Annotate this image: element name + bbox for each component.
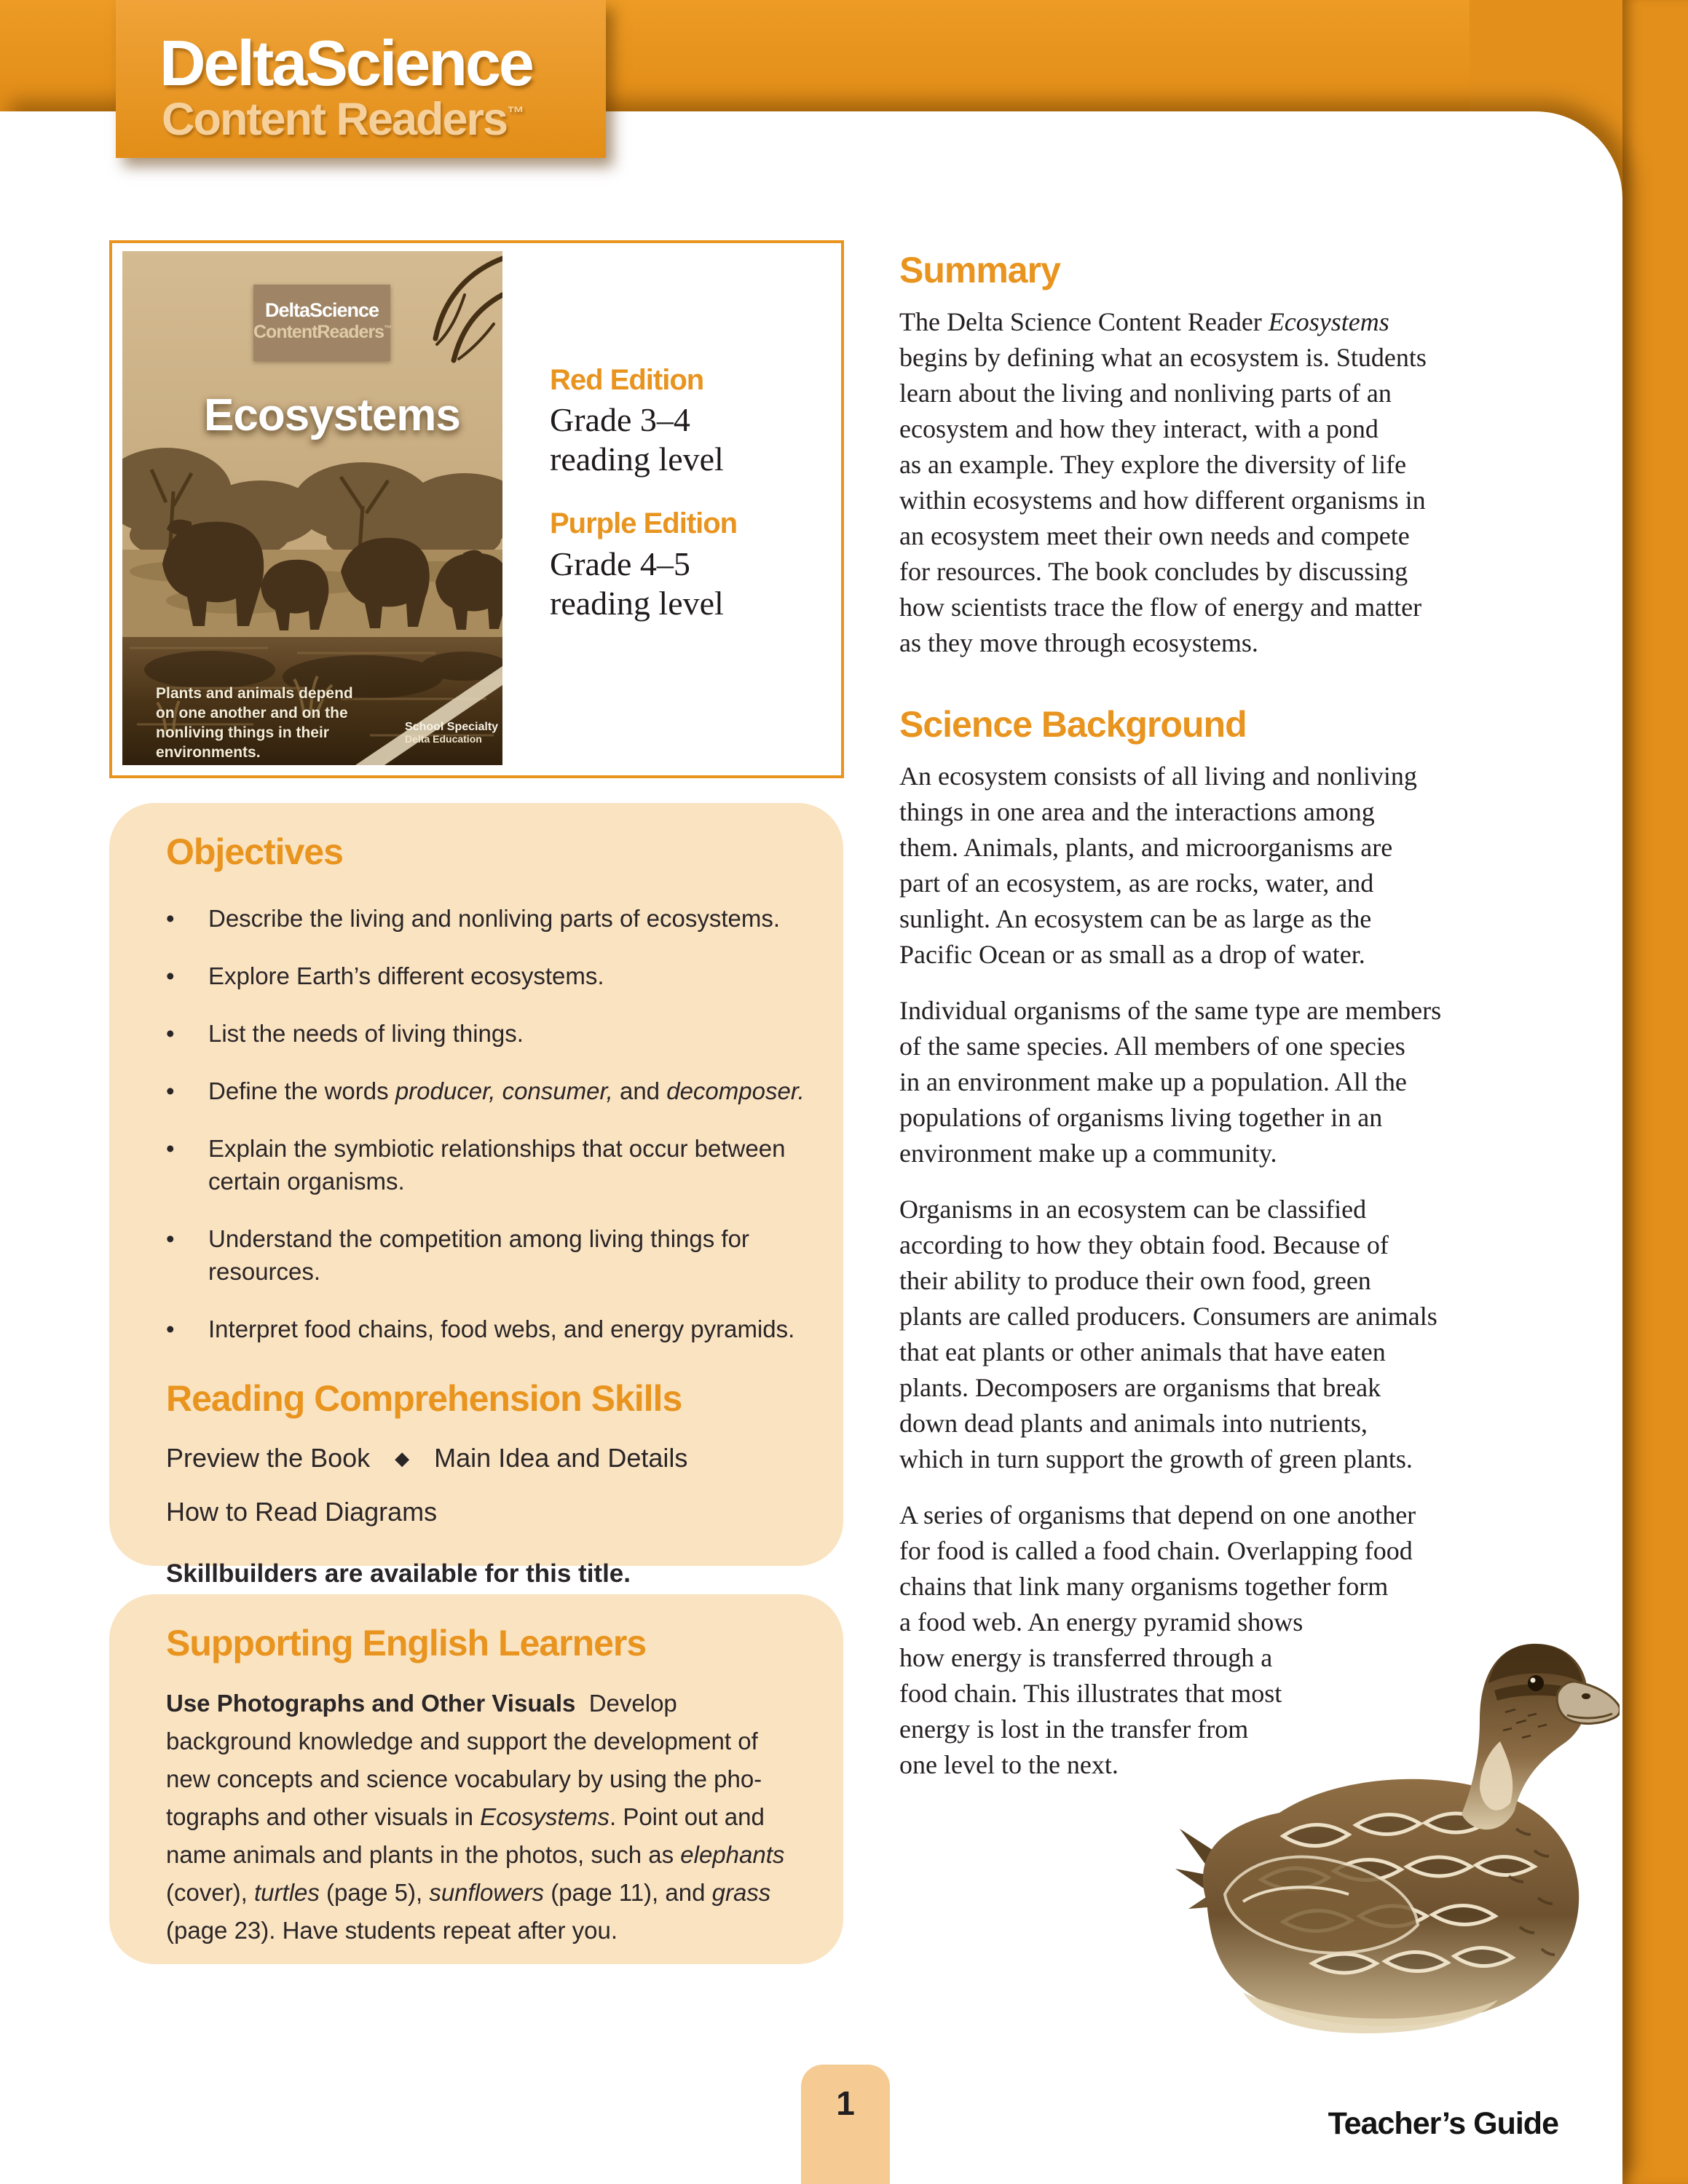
- publisher-imprint: Delta Education: [405, 733, 482, 745]
- science-paragraph: Organisms in an ecosystem can be classified according to how they obtain food. Because of their ability to produce their own food, green plants are called producers. Consumers are animals that eat plants or other animals that have eaten plants. Decomposers are organisms that break down dead plants and animals into nutrients, which in turn support the growth of green plants.: [899, 1195, 1437, 1473]
- trademark-symbol: ™: [384, 324, 392, 333]
- cover-brand-line1: DeltaScience: [264, 299, 379, 321]
- objectives-list: [166, 902, 805, 1345]
- english-learners-heading: Supporting English Learners: [166, 1623, 647, 1663]
- diamond-icon: ◆: [395, 1447, 410, 1469]
- summary-heading: Summary: [899, 250, 1060, 290]
- brand-title: DeltaScience: [159, 27, 532, 99]
- bullet-icon: •: [166, 1315, 175, 1342]
- bullet-icon: •: [166, 1077, 175, 1104]
- edition-purple-label: Purple Edition: [550, 507, 738, 539]
- objectives-heading: Objectives: [166, 831, 343, 872]
- publisher-logo: [405, 721, 498, 745]
- science-paragraph: Individual organisms of the same type are members of the same species. All members of one species in an environment make up a population. All the populations of organisms living together in an environment make up a community.: [899, 996, 1442, 1168]
- skillbuilders-note: Skillbuilders are available for this title.: [166, 1559, 631, 1588]
- objective-item: • Define the words producer, consumer, and decomposer.: [166, 1075, 802, 1107]
- skill-row: How to Read Diagrams: [166, 1497, 438, 1527]
- edition-purple-level: reading level: [550, 585, 724, 622]
- bullet-icon: •: [166, 905, 175, 932]
- duck-image: [1174, 1588, 1620, 2038]
- brand-subtitle: Content Readers™: [162, 94, 524, 145]
- teachers-guide-label: Teacher’s Guide: [1328, 2106, 1558, 2141]
- edition-red-level: reading level: [550, 440, 724, 478]
- science-paragraph: a food web. An energy pyramid shows how energy is transferred through a food chain. This illustrates that most energy is lost in the transfer from one level to the next.: [899, 1607, 1304, 1779]
- objective-item: • Explore Earth’s different ecosystems.: [166, 960, 802, 992]
- science-paragraph: An ecosystem consists of all living and nonliving things in one area and the interactions among them. Animals, plants, and microorganisms are part of an ecosystem, as are rocks, water, and sunlight. An ecosystem can be as large as the Pacific Ocean or as small as a drop of water.: [899, 761, 1417, 969]
- objective-item: • List the needs of living things.: [166, 1017, 802, 1050]
- edition-red-label: Red Edition: [550, 364, 704, 396]
- trademark-symbol: ™: [507, 103, 524, 123]
- summary-body: The Delta Science Content Reader Ecosystems begins by defining what an ecosystem is. Students learn about the living and nonliving parts of an ecosystem and how they interact, with a pond as an example. They explore the diversity of life within ecosystems and how different organisms in an ecosystem meet their own needs and compete for resources. The book concludes by discussing how scientists trace the flow of energy and matter as they move through ecosystems.: [899, 307, 1427, 657]
- bullet-icon: •: [166, 1225, 175, 1252]
- english-learners-box: [109, 1594, 843, 1964]
- science-background-heading: Science Background: [899, 704, 1247, 745]
- bullet-icon: •: [166, 1020, 175, 1047]
- english-learners-body: Use Photographs and Other Visuals Develop background knowledge and support the development of new concepts and science vocabulary by using the pho- tographs and other visuals in Ecosystems. Point out and name animals and plants in the photos, such as elephants (cover), turtles (page 5), sunflowers (page 11), and grass (page 23). Have students repeat after you.: [166, 1690, 785, 1944]
- page-number: 1: [836, 2084, 855, 2122]
- objective-item: • Describe the living and nonliving parts of ecosystems.: [166, 902, 802, 935]
- science-paragraph: A series of organisms that depend on one another for food is called a food chain. Overlapping food chains that link many organisms together form: [899, 1500, 1416, 1601]
- brand-logo: [116, 0, 606, 158]
- right-strip: [1622, 0, 1688, 2184]
- cover-title: Ecosystems: [204, 390, 460, 440]
- page-number-tab: [801, 2065, 890, 2184]
- skill-row: Preview the Book ◆ Main Idea and Details: [166, 1443, 688, 1473]
- cover-brand-line2: ContentReaders™: [253, 322, 392, 342]
- cover-photo: [122, 251, 502, 765]
- bullet-icon: •: [166, 1135, 175, 1162]
- objective-item: • Explain the symbiotic relationships that occur between certain organisms.: [166, 1132, 802, 1198]
- bullet-icon: •: [166, 962, 175, 989]
- objective-item: • Interpret food chains, food webs, and energy pyramids.: [166, 1313, 802, 1345]
- reading-skills-heading: Reading Comprehension Skills: [166, 1378, 682, 1419]
- edition-purple-grade: Grade 4–5: [550, 545, 690, 582]
- cover-brand-band: [253, 285, 390, 361]
- objective-item: • Understand the competition among living things for resources.: [166, 1222, 802, 1288]
- cover-caption: Plants and animals depend on one another and on the nonliving things in their environments.: [156, 685, 353, 761]
- edition-red-grade: Grade 3–4: [550, 401, 690, 438]
- objectives-box: [109, 803, 843, 1588]
- publisher-name: School Specialty: [405, 721, 499, 733]
